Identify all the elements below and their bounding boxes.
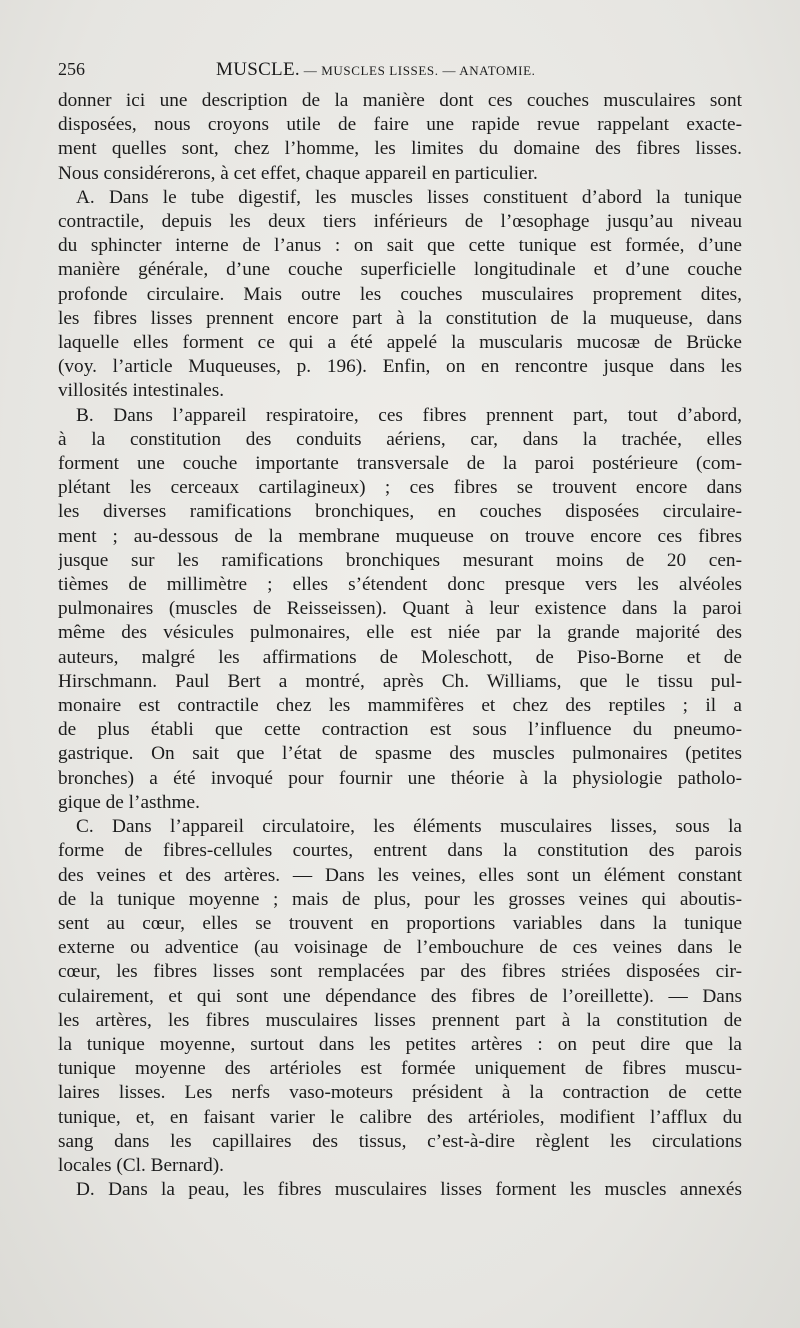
text-line: bronches) a été invoqué pour fournir une théorie à la physiologie patholo- bbox=[58, 767, 742, 789]
text-line: la tunique moyenne, surtout dans les petites artères : on peut dire que la bbox=[58, 1033, 742, 1055]
text-line: tunique moyenne des artérioles est formée uniquement de fibres muscu- bbox=[58, 1058, 742, 1080]
text-line: tièmes de millimètre ; elles s’étendent donc presque vers les alvéoles bbox=[58, 574, 742, 596]
text-line: monaire est contractile chez les mammifères et chez des reptiles ; il a bbox=[58, 695, 742, 717]
body-text bbox=[58, 89, 742, 1202]
text-line: culairement, et qui sont une dépendance des fibres de l’oreillette). — Dans bbox=[58, 985, 742, 1007]
text-line: Nous considérerons, à cet effet, chaque appareil en particulier. bbox=[58, 162, 538, 184]
text-line: externe ou adventice (au voisinage de l’embouchure de ces veines dans le bbox=[58, 937, 742, 959]
text-line: de plus établi que cette contraction est sous l’influence du pneumo- bbox=[58, 719, 742, 741]
text-line: Hirschmann. Paul Bert a montré, après Ch. Williams, que le tissu pul- bbox=[58, 670, 742, 692]
header-title bbox=[216, 56, 536, 84]
text-line: des veines et des artères. — Dans les veines, elles sont un élément constant bbox=[58, 864, 742, 886]
text-line: ment quelles sont, chez l’homme, les limites du domaine des fibres lisses. bbox=[58, 138, 742, 160]
text-line: sang dans les capillaires des tissus, c’est-à-dire règlent les circulations bbox=[58, 1130, 742, 1152]
running-head bbox=[58, 56, 742, 82]
text-line: cœur, les fibres lisses sont remplacées par des fibres striées disposées cir- bbox=[58, 961, 742, 983]
text-line: disposées, nous croyons utile de faire une rapide revue rappelant exacte- bbox=[58, 114, 742, 136]
text-line: (voy. l’article Muqueuses, p. 196). Enfin, on en rencontre jusque dans les bbox=[58, 356, 742, 378]
page-number: 256 bbox=[58, 59, 85, 79]
text-line: profonde circulaire. Mais outre les couches musculaires proprement dites, bbox=[58, 283, 742, 305]
text-line: auteurs, malgré les affirmations de Moleschott, de Piso-Borne et de bbox=[58, 646, 742, 668]
text-line: gique de l’asthme. bbox=[58, 791, 200, 813]
text-line: plétant les cerceaux cartilagineux) ; ces fibres se trouvent encore dans bbox=[58, 477, 742, 499]
text-line: forme de fibres-cellules courtes, entrent dans la constitution des parois bbox=[58, 840, 742, 862]
header-title-sub: MUSCLES LISSES. bbox=[321, 63, 439, 78]
text-line: les artères, les fibres musculaires lisses prennent part à la constitution de bbox=[58, 1009, 742, 1031]
text-line: manière générale, d’une couche superficielle longitudinale et d’une couche bbox=[58, 259, 742, 281]
text-line: tunique, et, en faisant varier le calibre des artérioles, modifient l’afflux du bbox=[58, 1106, 742, 1128]
header-separator: — bbox=[438, 63, 460, 78]
text-line: sent au cœur, elles se trouvent en proportions variables dans la tunique bbox=[58, 912, 742, 934]
text-line: C. Dans l’appareil circulatoire, les éléments musculaires lisses, sous la bbox=[76, 816, 742, 838]
text-line: gastrique. On sait que l’état de spasme des muscles pulmonaires (petites bbox=[58, 743, 742, 765]
header-title-section: ANATOMIE. bbox=[459, 63, 536, 78]
text-line: contractile, depuis les deux tiers inférieurs de l’œsophage jusqu’au niveau bbox=[58, 211, 742, 233]
text-line: même des vésicules pulmonaires, elle est niée par la grande majorité des bbox=[58, 622, 742, 644]
text-line: les fibres lisses prennent encore part à la constitution de la muqueuse, dans bbox=[58, 307, 742, 329]
text-line: D. Dans la peau, les fibres musculaires lisses forment les muscles annexés bbox=[76, 1179, 742, 1201]
text-line: pulmonaires (muscles de Reisseissen). Quant à leur existence dans la paroi bbox=[58, 598, 742, 620]
text-line: locales (Cl. Bernard). bbox=[58, 1154, 224, 1176]
text-line: ment ; au-dessous de la membrane muqueuse on trouve encore ces fibres bbox=[58, 525, 742, 547]
text-line: jusque sur les ramifications bronchiques mesurant moins de 20 cen- bbox=[58, 549, 742, 571]
text-line: les diverses ramifications bronchiques, en couches disposées circulaire- bbox=[58, 501, 742, 523]
text-line: laires lisses. Les nerfs vaso-moteurs président à la contraction de cette bbox=[58, 1082, 742, 1104]
header-title-main: MUSCLE. bbox=[216, 59, 300, 80]
text-line: A. Dans le tube digestif, les muscles lisses constituent d’abord la tunique bbox=[76, 186, 742, 208]
header-separator: — bbox=[299, 63, 322, 78]
text-line: B. Dans l’appareil respiratoire, ces fibres prennent part, tout d’abord, bbox=[76, 404, 742, 426]
text-line: donner ici une description de la manière dont ces couches musculaires sont bbox=[58, 90, 742, 111]
text-line: laquelle elles forment ce qui a été appelé la muscularis mucosæ de Brücke bbox=[58, 332, 742, 354]
text-line: du sphincter interne de l’anus : on sait que cette tunique est formée, d’une bbox=[58, 235, 742, 257]
text-line: forment une couche importante transversale de la paroi postérieure (com- bbox=[58, 453, 742, 475]
text-line: à la constitution des conduits aériens, car, dans la trachée, elles bbox=[58, 428, 742, 450]
text-line: de la tunique moyenne ; mais de plus, pour les grosses veines qui aboutis- bbox=[58, 888, 742, 910]
text-line: villosités intestinales. bbox=[58, 380, 225, 402]
